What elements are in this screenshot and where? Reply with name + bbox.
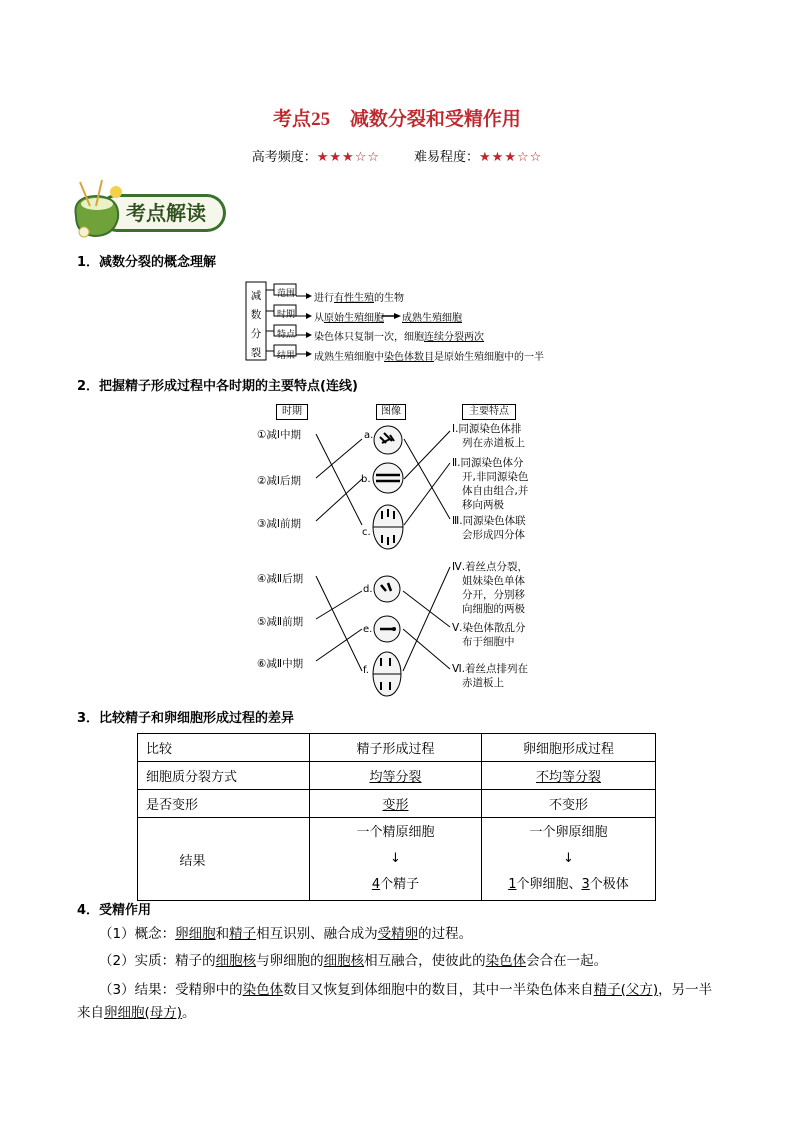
image-label-b: b. bbox=[361, 474, 371, 485]
period-3: ③减Ⅰ前期 bbox=[257, 518, 302, 530]
table-cell: 一个卵原细胞 ↓ 1个卵细胞、3个极体 bbox=[482, 818, 656, 901]
table-cell: 不均等分裂 bbox=[482, 762, 656, 790]
feature-2: Ⅱ.同源染色体分 开,非同源染色 体自由组合,并 移向两极 bbox=[452, 457, 529, 511]
table-cell: 变形 bbox=[310, 790, 482, 818]
image-label-f: f. bbox=[363, 665, 369, 676]
difficulty-label: 难易程度： bbox=[414, 150, 480, 165]
section-1-heading: 1．减数分裂的概念理解 bbox=[77, 255, 217, 270]
image-label-c: c. bbox=[362, 527, 371, 538]
cell-b-image bbox=[373, 463, 403, 493]
table-cell: 比较 bbox=[138, 734, 310, 762]
period-2: ②减Ⅰ后期 bbox=[257, 475, 302, 487]
image-label-e: e. bbox=[363, 624, 373, 635]
cell-f-image bbox=[373, 652, 401, 696]
feature-3: Ⅲ.同源染色体联 会形成四分体 bbox=[452, 515, 526, 541]
feature-1: Ⅰ.同源染色体排 列在赤道板上 bbox=[452, 423, 525, 449]
fertilization-concept: （1）概念：卵细胞和精子相互识别、融合成为受精卵的过程。 bbox=[99, 926, 473, 942]
period-6: ⑥减Ⅱ中期 bbox=[257, 658, 304, 670]
table-cell: 是否变形 bbox=[138, 790, 310, 818]
table-row bbox=[138, 734, 656, 762]
section-4-heading: 4．受精作用 bbox=[77, 903, 152, 918]
difficulty-stars: ★★★☆☆ bbox=[479, 150, 543, 165]
image-label-a: a. bbox=[364, 430, 374, 441]
table-row bbox=[138, 790, 656, 818]
period-4: ④减Ⅱ后期 bbox=[257, 573, 304, 585]
period-5: ⑤减Ⅱ前期 bbox=[257, 616, 304, 628]
page-title: 考点25 减数分裂和受精作用 bbox=[273, 108, 521, 130]
fertilization-result-cont: 来自卵细胞(母方)。 bbox=[77, 1005, 196, 1021]
section-2-heading: 2．把握精子形成过程中各时期的主要特点(连线) bbox=[77, 379, 358, 394]
table-cell: 均等分裂 bbox=[310, 762, 482, 790]
cell-d-image bbox=[374, 576, 400, 602]
table-cell: 精子形成过程 bbox=[310, 734, 482, 762]
comparison-table bbox=[137, 733, 656, 901]
fertilization-result: （3）结果：受精卵中的染色体数目又恢复到体细胞中的数目，其中一半染色体来自精子(父方)，另一半 bbox=[99, 982, 713, 998]
ratings-line bbox=[0, 146, 794, 165]
matching-diagram bbox=[250, 415, 550, 705]
frequency-label: 高考频度： bbox=[251, 150, 317, 165]
table-cell: 结果 bbox=[138, 818, 310, 901]
badge-text: 考点解读 bbox=[126, 201, 206, 225]
frequency-stars: ★★★☆☆ bbox=[316, 150, 380, 165]
table-cell: 不变形 bbox=[482, 790, 656, 818]
feature-6: Ⅵ.着丝点排列在 赤道板上 bbox=[452, 663, 529, 689]
table-row bbox=[138, 762, 656, 790]
table-cell: 卵细胞形成过程 bbox=[482, 734, 656, 762]
concept-lines: 进行有性生殖的生物 从原始生殖细胞 成熟生殖细胞 染色体只复制一次，细胞连续分裂两次 成熟生殖细胞中染色体数目是原始生殖细胞中的一半 bbox=[314, 293, 544, 363]
concept-keys: 范围 时期 特点 结果 bbox=[276, 289, 295, 361]
cell-a-image bbox=[374, 426, 402, 454]
image-label-d: d. bbox=[363, 584, 373, 595]
section-badge-logo bbox=[68, 178, 233, 240]
fertilization-essence: （2）实质：精子的细胞核与卵细胞的细胞核相互融合，使彼此的染色体会合在一起。 bbox=[99, 953, 608, 969]
cell-e-image bbox=[374, 616, 400, 642]
header-period: 时期 bbox=[276, 404, 308, 420]
header-image: 图像 bbox=[376, 404, 406, 420]
table-cell: 细胞质分裂方式 bbox=[138, 762, 310, 790]
concept-root: 减 数 分 裂 bbox=[250, 290, 262, 359]
feature-4: Ⅳ.着丝点分裂， 姐妹染色单体 分开，分别移 向细胞的两极 bbox=[452, 561, 529, 615]
feature-5: Ⅴ.染色体散乱分 布于细胞中 bbox=[452, 622, 526, 648]
header-feature: 主要特点 bbox=[462, 404, 516, 420]
period-1: ①减Ⅰ中期 bbox=[257, 429, 302, 441]
cell-c-image bbox=[373, 505, 403, 549]
table-cell: 一个精原细胞 ↓ 4个精子 bbox=[310, 818, 482, 901]
table-row bbox=[138, 818, 656, 901]
section-3-heading: 3．比较精子和卵细胞形成过程的差异 bbox=[77, 711, 295, 726]
